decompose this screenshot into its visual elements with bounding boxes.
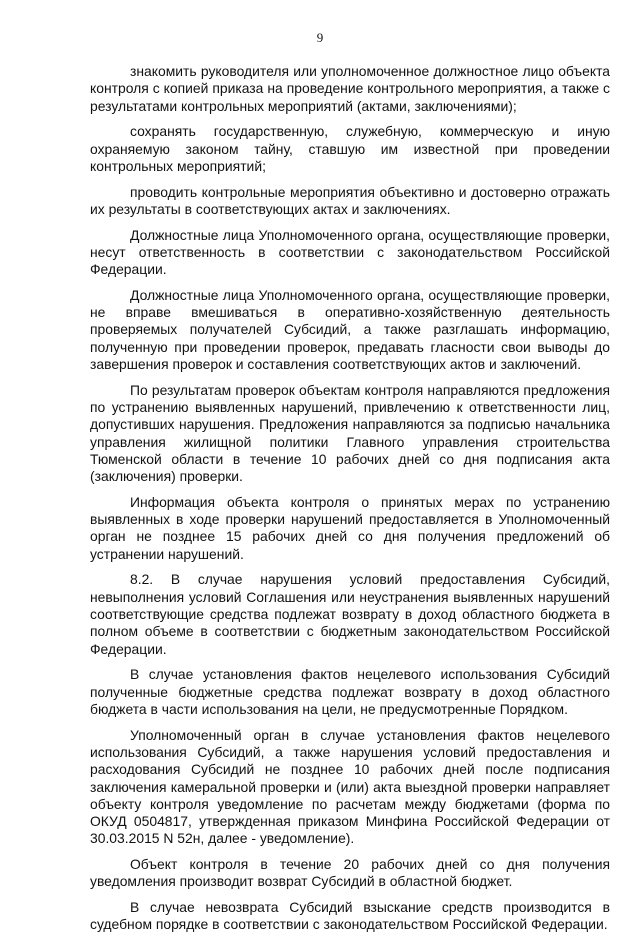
paragraph-12: В случае невозврата Субсидий взыскание средств производится в судебном порядке в соответствии с законодательством Российской Федерации. — [90, 899, 610, 933]
paragraph-11: Объект контроля в течение 20 рабочих дней со дня получения уведомления производит возврат Субсидий в областной бюджет. — [90, 856, 610, 890]
paragraph-2: сохранять государственную, служебную, коммерческую и иную охраняемую законом тайну, ставшую им известной при проведении контрольных мероприятий; — [90, 123, 610, 174]
paragraph-1: знакомить руководителя или уполномоченное должностное лицо объекта контроля с копией приказа на проведение контрольного мероприятия, а также с результатами контрольных мероприятий (актами, заключениями); — [90, 63, 610, 114]
paragraph-8: 8.2. В случае нарушения условий предоставления Субсидий, невыполнения условий Соглашения или неустранения выявленных нарушений соответствующие средства подлежат возврату в доход областного бюджета в полном объеме в соответствии с бюджетным законодательством Российской Федерации. — [90, 571, 610, 657]
page-number: 9 — [316, 30, 324, 45]
paragraph-7: Информация объекта контроля о принятых мерах по устранению выявленных в ходе проверки нарушений предоставляется в Уполномоченный орган не позднее 15 рабочих дней со дня получения предложений об устранении нарушений. — [90, 493, 610, 562]
paragraph-5: Должностные лица Уполномоченного органа, осуществляющие проверки, не вправе вмешиваться в оперативно-хозяйственную деятельность проверяемых получателей Субсидий, а также разглашать информацию, полученную при проведении проверок, предавать гласности свои выводы до завершения проверок и составления соответствующих актов и заключений. — [90, 286, 610, 373]
paragraph-3: проводить контрольные мероприятия объективно и достоверно отражать их результаты в соответствующих актах и заключениях. — [90, 183, 610, 217]
page-body — [90, 63, 610, 942]
paragraph-4: Должностные лица Уполномоченного органа, осуществляющие проверки, несут ответственность в соответствии с законодательством Российской Федерации. — [90, 226, 610, 278]
paragraph-6: По результатам проверок объектам контроля направляются предложения по устранению выявленных нарушений, привлечению к ответственности лиц, допустивших нарушения. Предложения направляются за подписью начальника управления жилищной политики Главного управления строительства Тюменской области в течение 10 рабочих дней со дня подписания акта (заключения) проверки. — [90, 381, 610, 485]
paragraph-10: Уполномоченный орган в случае установления фактов нецелевого использования Субсидий, а также нарушения условий предоставления и расходования Субсидий не позднее 10 рабочих дней после подписания заключения камеральной проверки и (или) акта выездной проверки направляет объекту контроля уведомление по расчетам между бюджетами (форма по ОКУД 0504817, утвержденная приказом Минфина Российской Федерации от 30.03.2015 N 52н, далее - уведомление). — [90, 726, 610, 847]
paragraph-9: В случае установления фактов нецелевого использования Субсидий полученные бюджетные средства подлежат возврату в доход областного бюджета в части использования на цели, не предусмотренные Порядком. — [90, 666, 610, 717]
